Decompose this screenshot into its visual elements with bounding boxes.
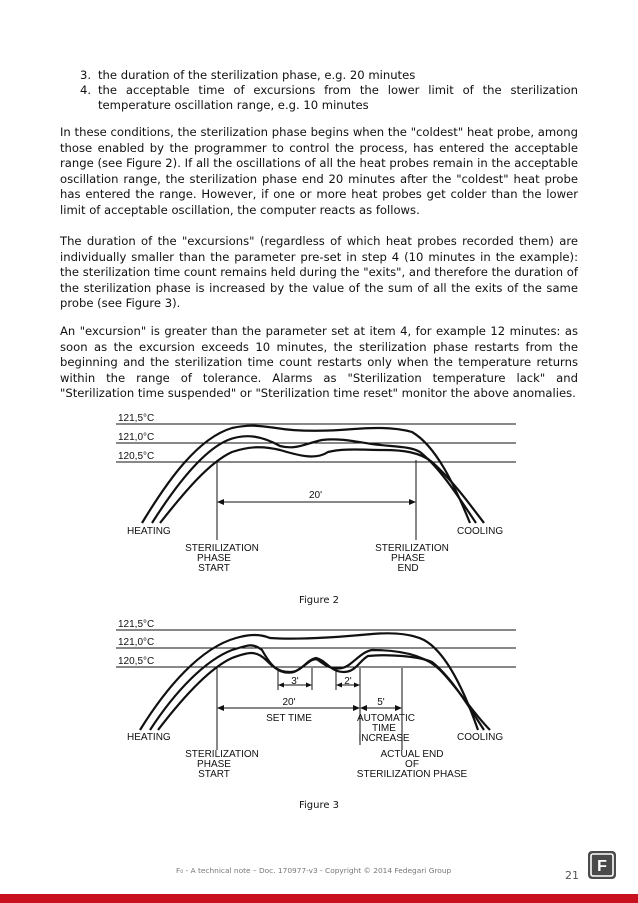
list-text: the duration of the sterilization phase, e.g. 20 minutes [98,68,416,82]
label-end-2: PHASE [391,553,425,564]
label-auto-1: AUTOMATIC [357,713,415,724]
paragraph-excursion-greater: An "excursion" is greater than the parameter set at item 4, for example 12 minutes: as soon as the excursion exceeds 10 minutes, the sterilization phase restarts from the beginning and the sterilization time count restarts only when the temperature returns within the range of tolerance. Alarms as "Sterilization temperature lack" and "Sterilization time suspended" or "Sterilization time reset" monitor the above anomalies. [60,324,578,401]
label-120-5: 120,5°C [118,451,155,462]
label-duration: 20' [309,490,323,501]
label-120-5: 120,5°C [118,656,155,667]
fedegari-logo-icon [587,850,617,880]
label-start-3: START [198,563,230,574]
label-121-5: 121,5°C [118,413,155,424]
label-121-5: 121,5°C [118,619,155,630]
paragraph-coldest-probe: In these conditions, the sterilization phase begins when the "coldest" heat probe, among those enabled by the programmer to control the process, has entered the acceptable range (see Figure 2). If all the oscillations of all the heat probes remain in the acceptable oscillation range, the sterilization phase end 20 minutes after the "coldest" heat probe has entered the range. However, if one or more heat probes get colder than the lower limit of acceptable oscillation, the computer reacts as follows. [60,125,578,217]
arrow-right [395,705,402,711]
label-end-1: STERILIZATION [375,543,449,554]
label-auto-2: TIME [372,723,396,734]
logo-letter: F [597,858,607,875]
label-extra-duration: 5' [377,697,385,708]
label-cooling: COOLING [457,526,504,537]
footer-text: F₀ - A technical note – Doc. 170977-v3 - Copyright © 2014 Fedegari Group [176,866,452,875]
label-start-1: STERILIZATION [185,543,259,554]
list-number: 4. [80,83,92,97]
footer-accent-bar [0,894,638,903]
arrow-right [306,683,312,688]
label-set-duration: 20' [282,697,296,708]
list-text: the acceptable time of excursions from the lower limit of the sterilization temperature oscillation range, e.g. 10 minutes [98,83,578,112]
label-start-3: START [198,769,230,780]
arrow-left [217,705,224,711]
label-end-2: OF [405,759,419,770]
label-exit-2: 2' [344,676,352,687]
arrow-right [353,705,360,711]
arrow-left [336,683,342,688]
arrow-left [278,683,284,688]
label-exit-1: 3' [291,676,299,687]
label-end-3: END [397,563,419,574]
arrow-left [360,705,367,711]
label-start-2: PHASE [197,553,231,564]
label-heating: HEATING [127,732,171,743]
label-end-1: ACTUAL END [380,749,444,760]
label-set-time: SET TIME [266,713,312,724]
list-number: 3. [80,68,92,82]
label-heating: HEATING [127,526,171,537]
figure-2-caption: Figure 2 [298,595,340,606]
paragraph-excursion-smaller: The duration of the "excursions" (regardless of which heat probes recorded them) are individually smaller than the parameter pre-set in step 4 (10 minutes in the example): the sterilization time count remains held during the "exits", and therefore the duration of the sterilization phase is increased by the value of the sum of all the exits of the same probe (see Figure 3). [60,234,578,311]
label-end-3: STERILIZATION PHASE [356,769,468,780]
label-121-0: 121,0°C [118,637,155,648]
page-number: 21 [565,869,579,882]
label-start-2: PHASE [197,759,231,770]
arrow-right [354,683,360,688]
figure-3-caption: Figure 3 [298,800,340,811]
label-auto-3: INCREASE [358,733,410,744]
label-121-0: 121,0°C [118,432,155,443]
label-cooling: COOLING [457,732,504,743]
label-start-1: STERILIZATION [185,749,259,760]
